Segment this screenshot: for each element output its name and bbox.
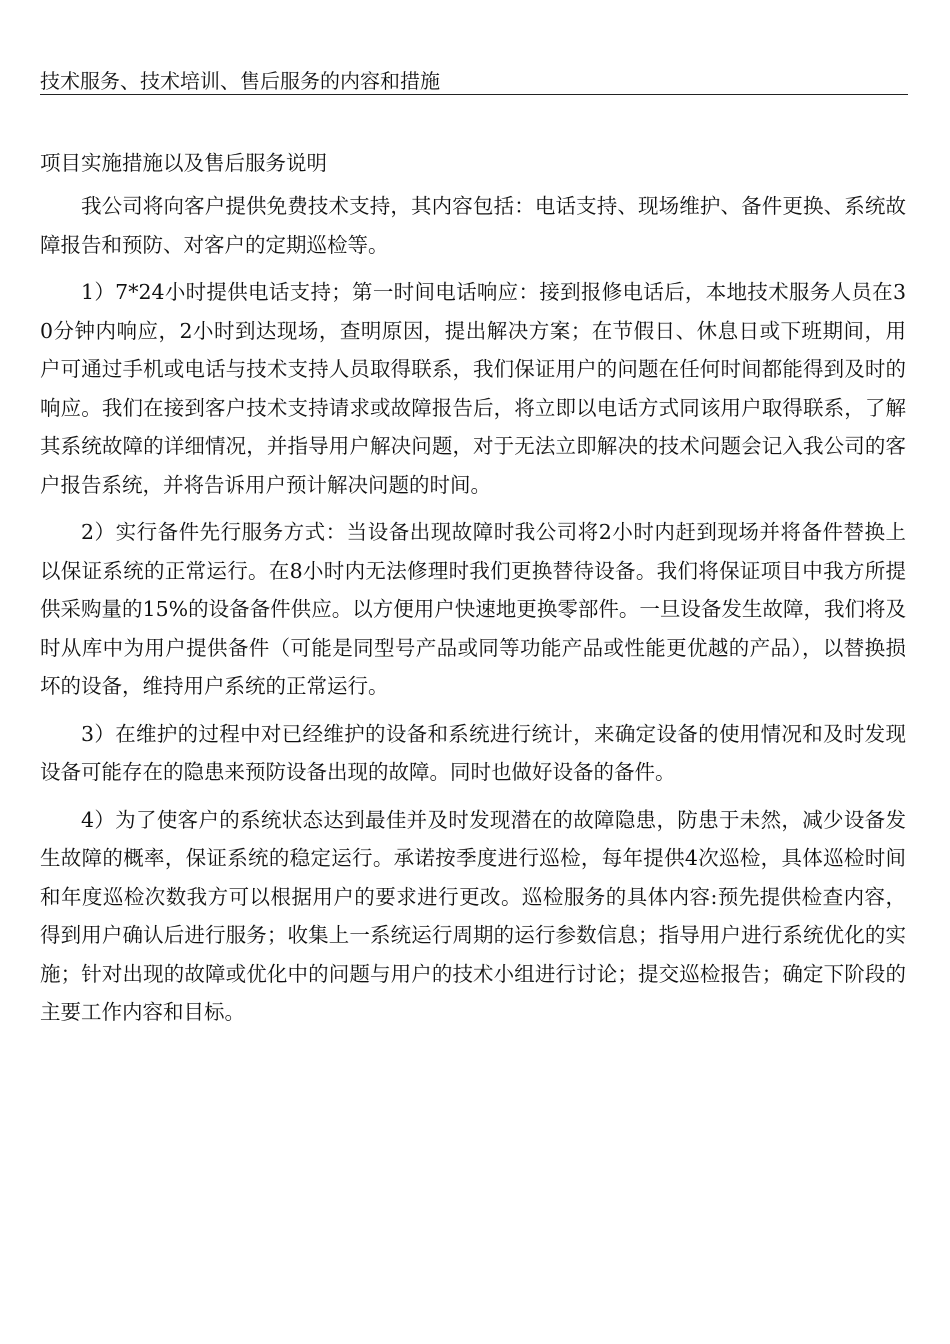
paragraph-intro: 我公司将向客户提供免费技术支持，其内容包括：电话支持、现场维护、备件更换、系统故障报告和预防、对客户的定期巡检等。 xyxy=(40,194,906,257)
paragraph-maintenance-stats: 3）在维护的过程中对已经维护的设备和系统进行统计，来确定设备的使用情况和及时发现设备可能存在的隐患来预防设备出现的故障。同时也做好设备的备件。 xyxy=(40,721,906,784)
section-title: 项目实施措施以及售后服务说明 xyxy=(40,151,327,175)
page-header xyxy=(40,68,908,95)
paragraph-inspection: 4）为了使客户的系统状态达到最佳并及时发现潜在的故障隐患，防患于未然，减少设备发生故障的概率，保证系统的稳定运行。承诺按季度进行巡检，每年提供4次巡检，具体巡检时间和年度巡检次数我方可以根据用户的要求进行更改。巡检服务的具体内容:预先提供检查内容，得到用户确认后进行服务；收集上一系统运行周期的运行参数信息；指导用户进行系统优化的实施；针对出现的故障或优化中的问题与用户的技术小组进行讨论；提交巡检报告；确定下阶段的主要工作内容和目标。 xyxy=(40,807,906,1024)
paragraph-phone-support: 1）7*24小时提供电话支持；第一时间电话响应：接到报修电话后，本地技术服务人员在30分钟内响应，2小时到达现场，查明原因，提出解决方案；在节假日、休息日或下班期间，用户可通过手机或电话与技术支持人员取得联系，我们保证用户的问题在任何时间都能得到及时的响应。我们在接到客户技术支持请求或故障报告后，将立即以电话方式同该用户取得联系，了解其系统故障的详细情况，并指导用户解决问题，对于无法立即解决的技术问题会记入我公司的客户报告系统，并将告诉用户预计解决问题的时间。 xyxy=(40,280,906,497)
document-body xyxy=(40,148,906,1041)
header-title: 技术服务、技术培训、售后服务的内容和措施 xyxy=(40,69,440,93)
paragraph-spare-parts: 2）实行备件先行服务方式：当设备出现故障时我公司将2小时内赶到现场并将备件替换上以保证系统的正常运行。在8小时内无法修理时我们更换替待设备。我们将保证项目中我方所提供采购量的15%的设备备件供应。以方便用户快速地更换零部件。一旦设备发生故障，我们将及时从库中为用户提供备件（可能是同型号产品或同等功能产品或性能更优越的产品），以替换损坏的设备，维持用户系统的正常运行。 xyxy=(40,520,906,698)
